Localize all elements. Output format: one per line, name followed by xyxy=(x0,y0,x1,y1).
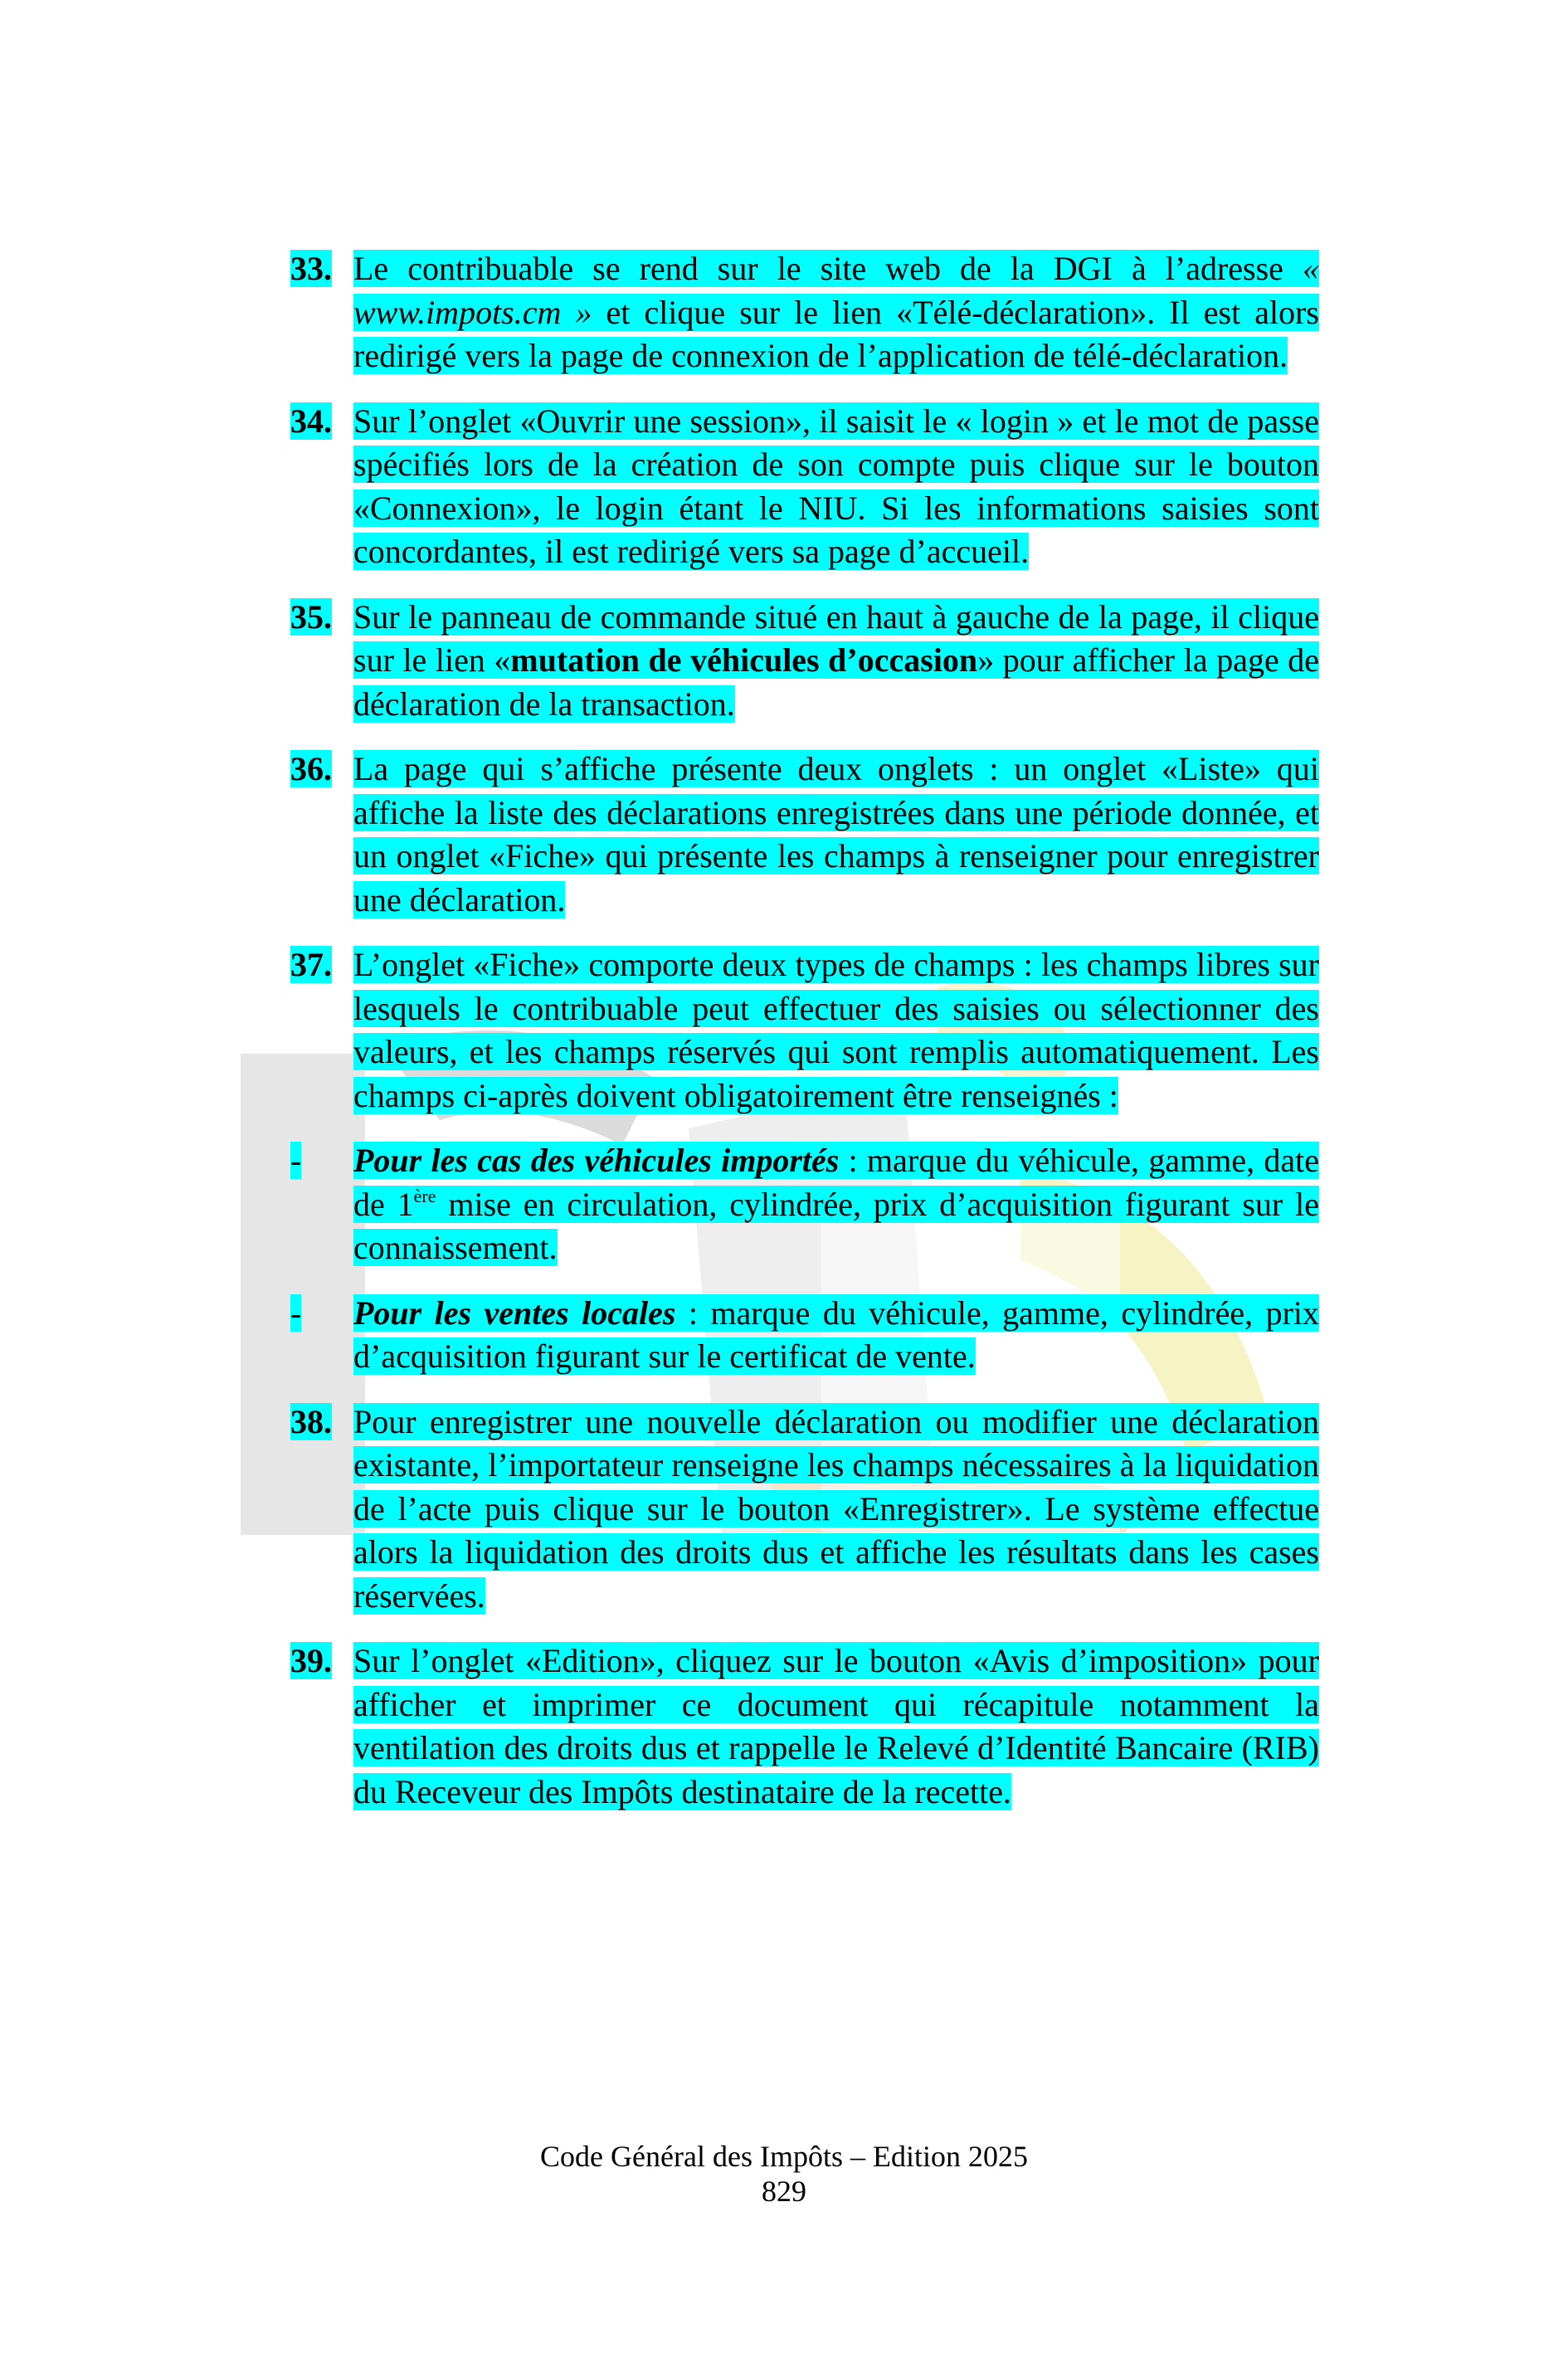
text-segment: Pour les cas des véhicules importés xyxy=(353,1142,840,1179)
item-number xyxy=(290,247,353,290)
page-number: 829 xyxy=(762,2175,806,2208)
item-number xyxy=(290,748,353,791)
highlighted-text xyxy=(353,1142,1319,1266)
item-text xyxy=(353,596,1319,727)
numbered-item xyxy=(290,943,1319,1118)
item-number-text: 34. xyxy=(290,402,332,440)
text-segment: Sur l’onglet «Edition», cliquez sur le bouton «Avis d’imposition» pour afficher et imprimer ce document qui récapitule notamment la ventilation des droits dus et rappelle le Relevé d’Identité Bancaire (RIB) du Receveur des Impôts destinataire de la recette. xyxy=(353,1642,1319,1810)
bullet-dash xyxy=(290,1139,353,1182)
item-text xyxy=(353,943,1319,1118)
text-segment: Pour enregistrer une nouvelle déclaration ou modifier une déclaration existante, l’importateur renseigne les champs nécessaires à la liquidation de l’acte puis clique sur le bouton «Enregistrer». Le système effectue alors la liquidation des droits dus et affiche les résultats dans les cases réservées. xyxy=(353,1402,1319,1615)
highlighted-text xyxy=(353,598,1319,723)
text-segment: Le contribuable se rend sur le site web de la DGI à l’adresse xyxy=(353,250,1303,287)
bullet-item xyxy=(290,1292,1319,1379)
item-number-text: 36. xyxy=(290,750,332,787)
item-number-text: 33. xyxy=(290,250,332,287)
bullet-dash xyxy=(290,1292,353,1335)
text-segment: mise en circulation, cylindrée, prix d’acquisition figurant sur le connaissement. xyxy=(353,1185,1319,1266)
text-segment: Sur le panneau de commande situé en haut à gauche de la page, il clique sur le lien « xyxy=(353,597,1319,679)
numbered-item xyxy=(290,596,1319,727)
text-segment: La page qui s’affiche présente deux onglets : un onglet «Liste» qui affiche la liste des déclarations enregistrées dans une période donnée, et un onglet «Fiche» qui présente les champs à renseigner pour enregistrer une déclaration. xyxy=(353,750,1319,918)
numbered-item xyxy=(290,748,1319,922)
numbered-item xyxy=(290,1639,1319,1814)
item-text xyxy=(353,748,1319,922)
item-text xyxy=(353,1401,1319,1619)
text-segment: « www.impots.cm » xyxy=(353,250,1319,331)
document-body xyxy=(290,247,1319,1835)
item-number xyxy=(290,1401,353,1444)
item-number-text: 37. xyxy=(290,946,332,983)
highlighted-text xyxy=(353,1403,1319,1615)
text-segment: : marque du véhicule, gamme, cylindrée, prix d’acquisition figurant sur le certificat de vente. xyxy=(353,1293,1319,1375)
text-segment: mutation de véhicules d’occasion xyxy=(510,641,978,679)
text-segment: Sur l’onglet «Ouvrir une session», il saisit le « login » et le mot de passe spécifiés lors de la création de son compte puis clique sur le bouton «Connexion», le login étant le NIU. Si les informations saisies sont concordantes, il est redirigé vers sa page d’accueil. xyxy=(353,402,1319,570)
numbered-item xyxy=(290,1401,1319,1619)
text-segment: : marque du véhicule, gamme, date de 1 xyxy=(353,1142,1319,1223)
item-number-text: 35. xyxy=(290,597,332,636)
item-number xyxy=(290,1639,353,1683)
text-segment: ère xyxy=(413,1185,436,1206)
item-number-text: - xyxy=(290,1142,302,1179)
highlighted-text xyxy=(353,1294,1319,1376)
item-text xyxy=(353,1639,1319,1814)
text-segment: Pour les ventes locales xyxy=(353,1293,676,1332)
item-number-text: - xyxy=(290,1293,302,1332)
numbered-item xyxy=(290,400,1319,574)
highlighted-text xyxy=(353,402,1319,571)
item-text xyxy=(353,400,1319,574)
item-number-text: 38. xyxy=(290,1402,332,1440)
item-text xyxy=(353,1139,1319,1270)
text-segment: et clique sur le lien «Télé-déclaration». Il est alors redirigé vers la page de connexion de l’application de télé-déclaration. xyxy=(353,293,1319,374)
highlighted-text xyxy=(353,946,1319,1114)
numbered-item xyxy=(290,247,1319,378)
item-number xyxy=(290,596,353,639)
text-segment: » pour afficher la page de déclaration de la transaction. xyxy=(353,641,1320,723)
page-footer xyxy=(0,2139,1568,2209)
highlighted-text xyxy=(353,750,1319,918)
text-segment: L’onglet «Fiche» comporte deux types de champs : les champs libres sur lesquels le contribuable peut effectuer des saisies ou sélectionner des valeurs, et les champs réservés qui sont remplis automatiquement. Les champs ci-après doivent obligatoirement être renseignés : xyxy=(353,946,1319,1114)
bullet-item xyxy=(290,1139,1319,1270)
item-number xyxy=(290,400,353,443)
footer-title: Code Général des Impôts – Edition 2025 xyxy=(540,2140,1028,2173)
item-number xyxy=(290,943,353,987)
highlighted-text xyxy=(353,1642,1319,1810)
item-number-text: 39. xyxy=(290,1642,332,1679)
highlighted-text xyxy=(353,250,1319,374)
item-text xyxy=(353,247,1319,378)
item-text xyxy=(353,1292,1319,1379)
